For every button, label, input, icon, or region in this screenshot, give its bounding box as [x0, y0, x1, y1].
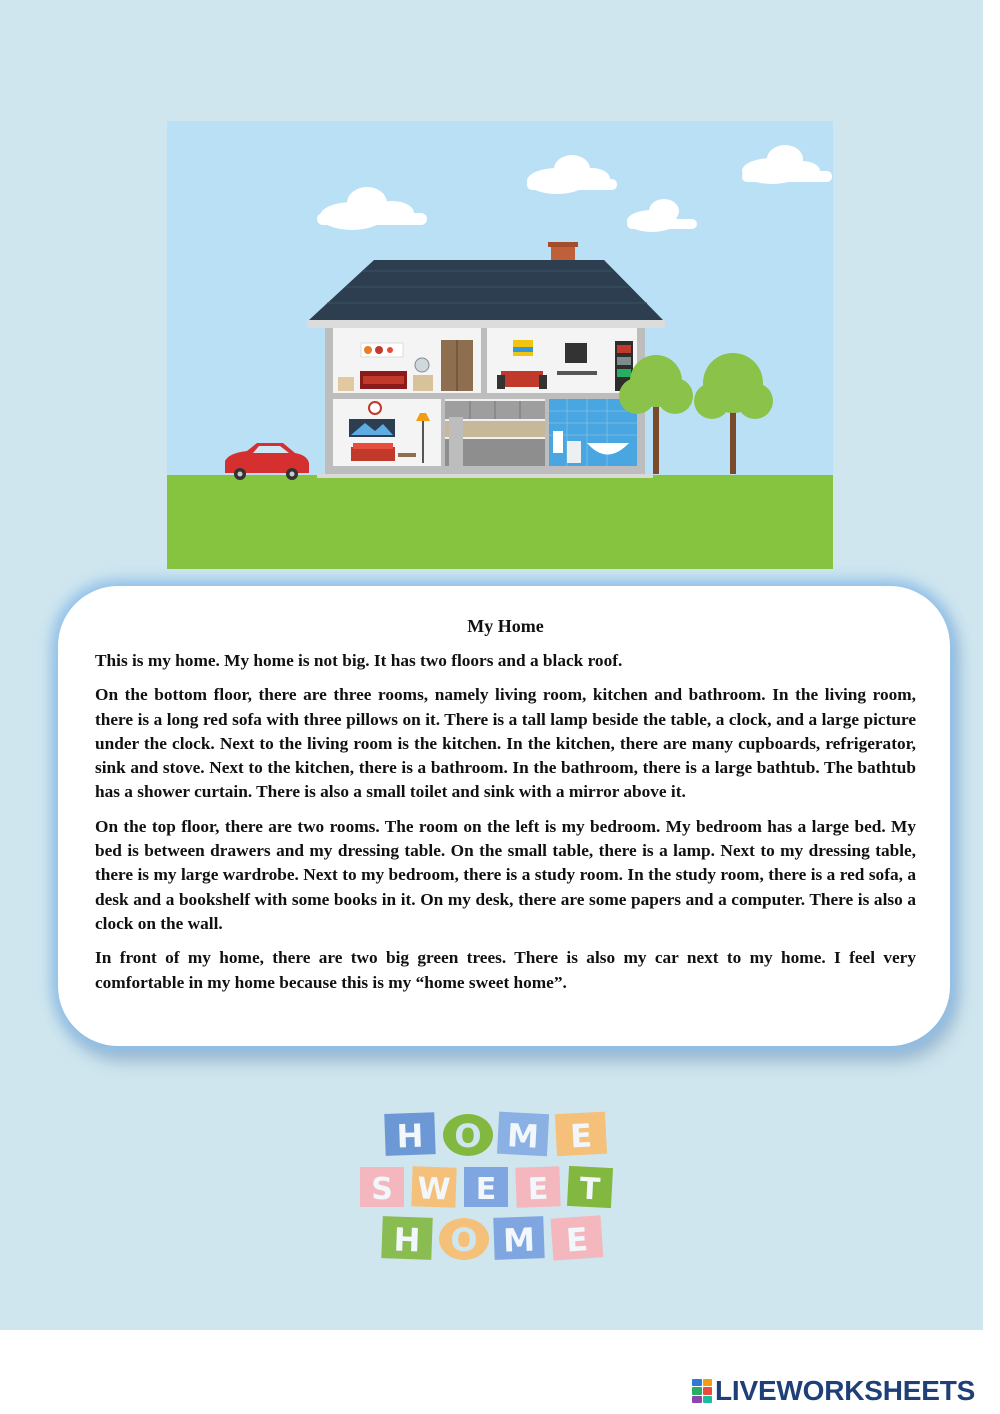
deco-letter: E — [569, 1116, 593, 1156]
deco-letter: T — [578, 1171, 602, 1208]
deco-letter: E — [475, 1172, 497, 1207]
deco-letter: W — [416, 1171, 452, 1208]
deco-letter: O — [454, 1117, 482, 1155]
paragraph-top-floor: On the top floor, there are two rooms. The room on the left is my bedroom. My bedroom has a large bed. My bed is between drawers and my dressing table. On the small table, there is a lamp. Next to my dressing table, there is my large wardrobe. Next to my bedroom, there is a study room. In the study room, there is a red sofa, a desk and a bookshelf with some books in it. On my desk, there are some papers and a computer. There is also a clock on the wall. — [95, 816, 916, 933]
home-sweet-home-graphic — [350, 1105, 650, 1270]
paragraph-intro: This is my home. My home is not big. It has two floors and a black roof. — [95, 651, 623, 670]
deco-letter: S — [371, 1172, 393, 1207]
paragraph-bottom-floor: On the bottom floor, there are three rooms, namely living room, kitchen and bathroom. In the living room, there is a long red sofa with three pillows on it. There is a tall lamp beside the table, a clock, and a large picture under the clock. Next to the living room is the kitchen. In the kitchen, there are many cupboards, refrigerator, sink and stove. Next to the kitchen, there is a bathroom. In the bathroom, there is a large bathtub. The bathtub has a shower curtain. There is also a small toilet and sink with a mirror above it. — [95, 685, 916, 802]
deco-letter: M — [506, 1116, 540, 1156]
deco-letter: E — [527, 1171, 549, 1208]
deco-letter: O — [450, 1221, 478, 1259]
page-title: My Home — [467, 616, 544, 636]
brand-name: LIVEWORKSHEETS — [715, 1375, 976, 1406]
liveworksheets-brand[interactable] — [692, 1376, 975, 1406]
paragraph-front-of-home: In front of my home, there are two big green trees. There is also my car next to my home. I feel very comfortable in my home because this is my “home sweet home”. — [95, 948, 916, 992]
deco-letter: H — [395, 1116, 425, 1156]
text-card — [58, 586, 950, 1046]
deco-letter: H — [392, 1220, 422, 1260]
liveworksheets-logo-icon — [692, 1379, 712, 1403]
deco-letter: M — [502, 1220, 536, 1260]
house-illustration — [167, 121, 833, 569]
deco-letter: E — [564, 1220, 590, 1260]
